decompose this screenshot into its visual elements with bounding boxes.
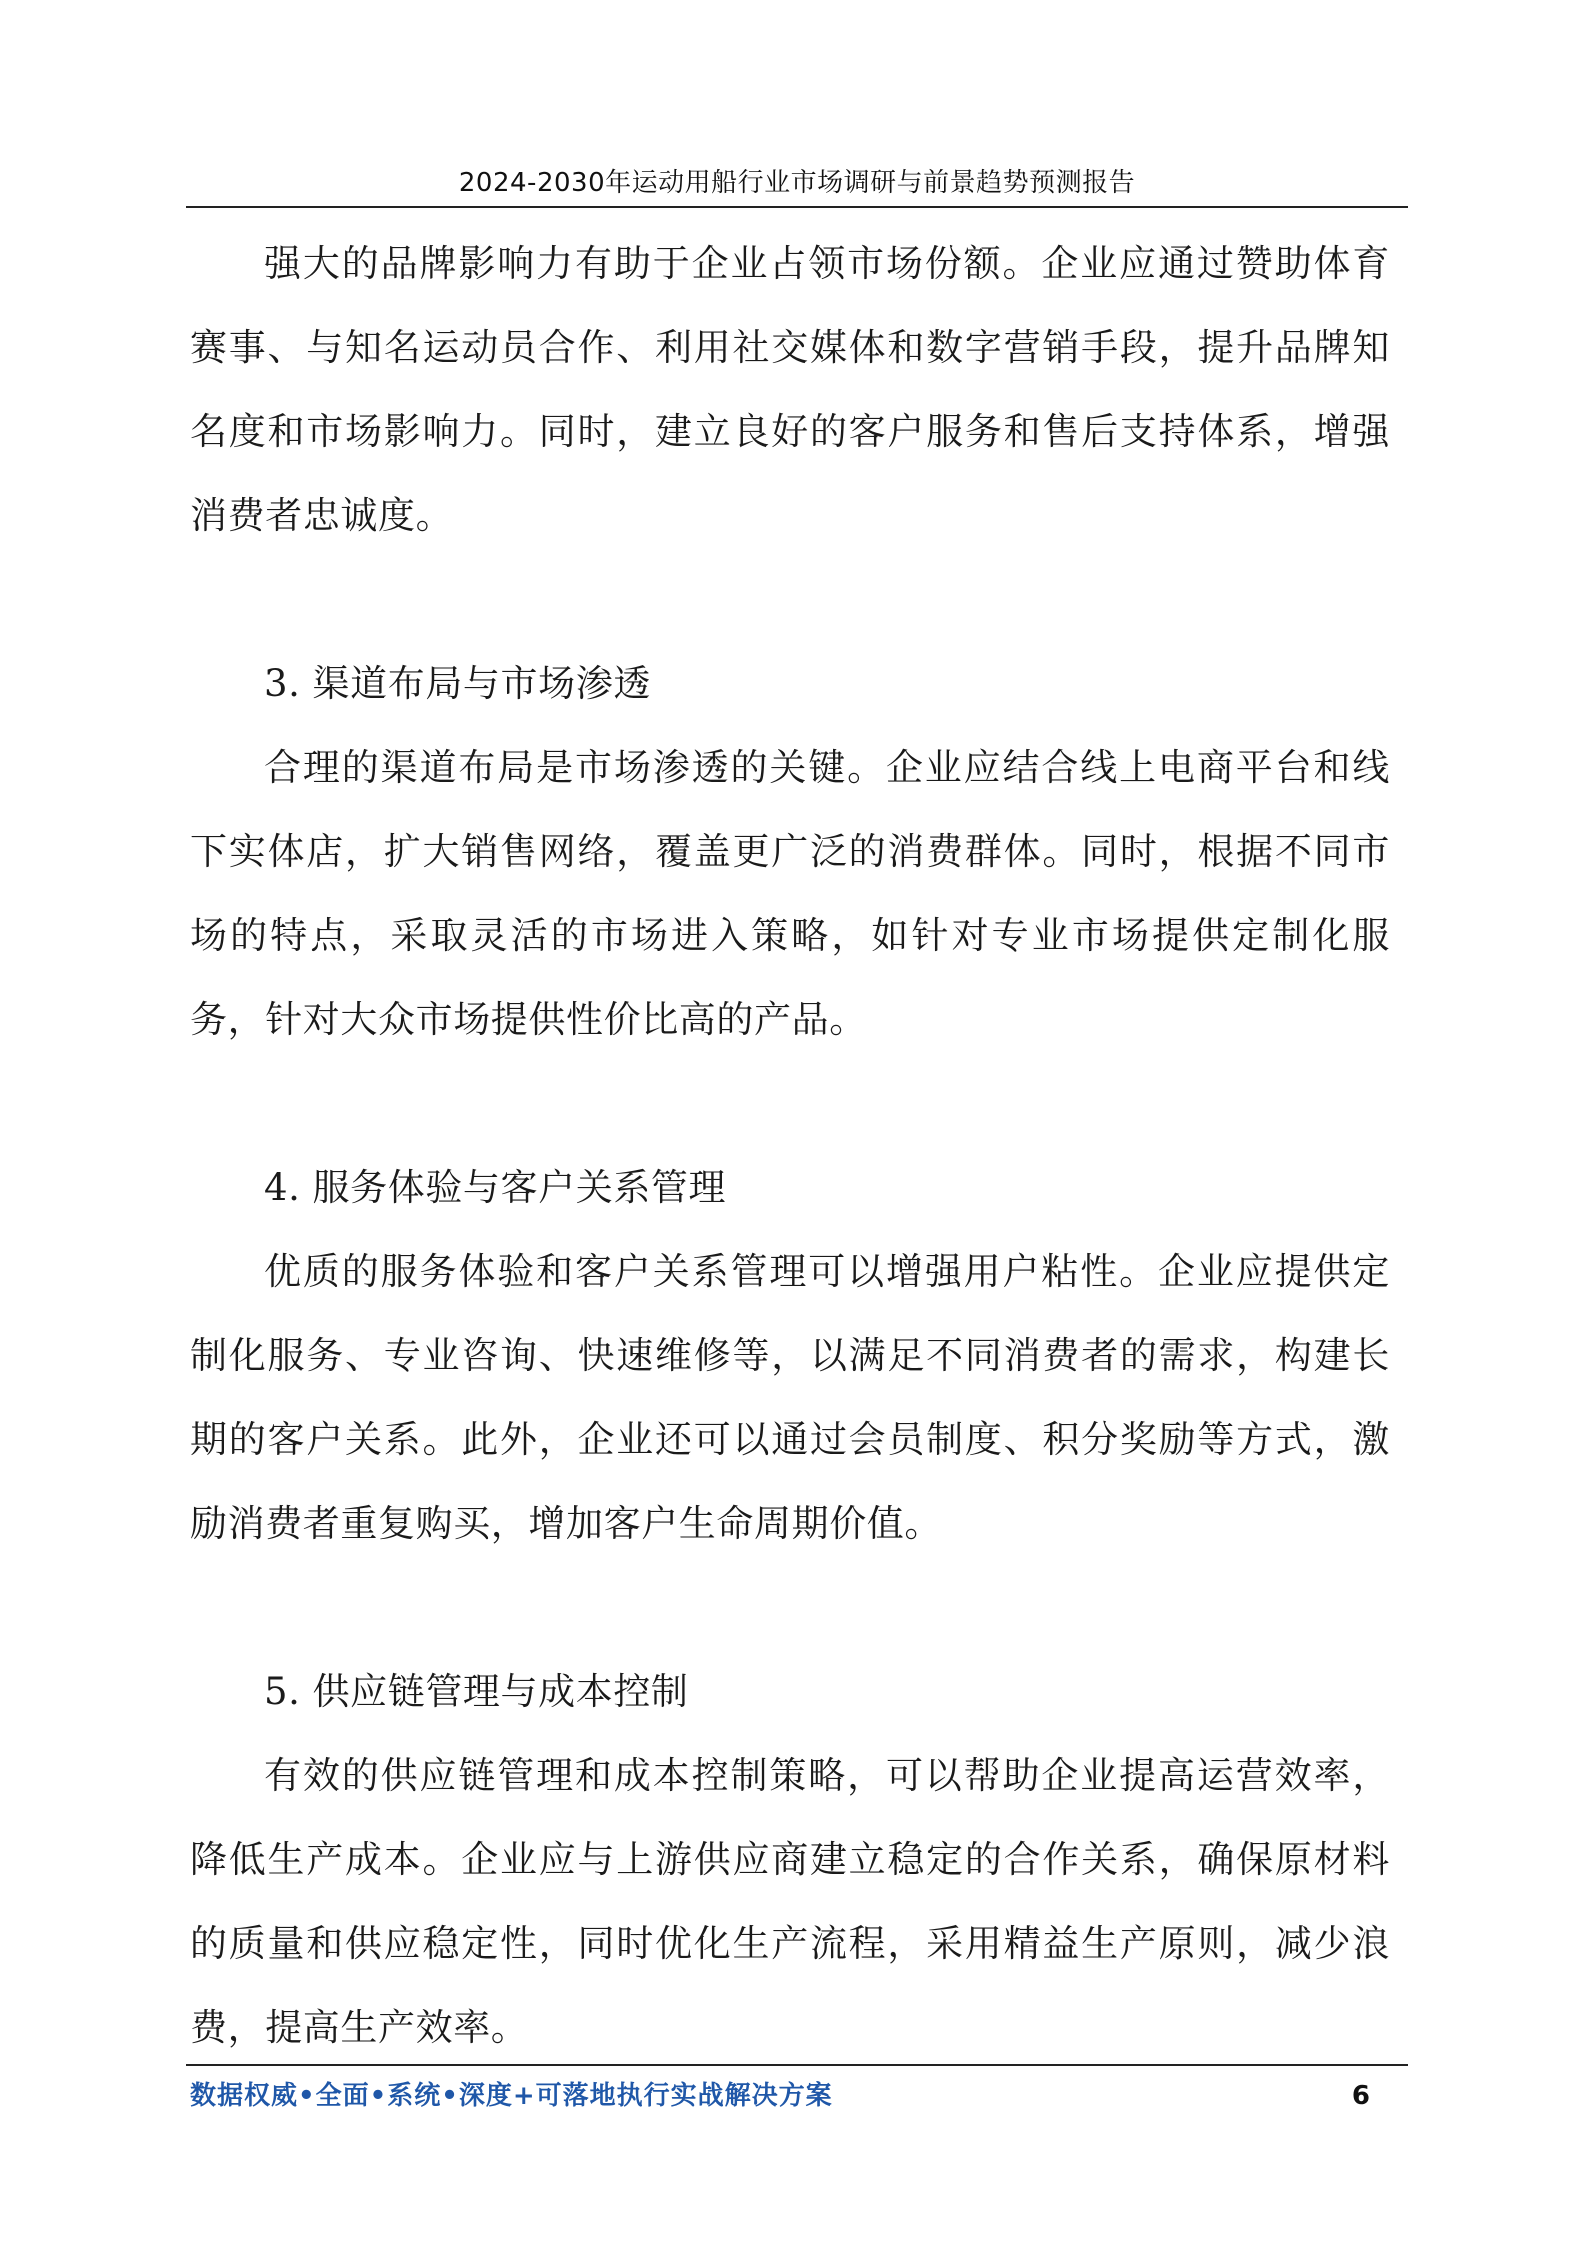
section-number: 3.	[264, 662, 301, 705]
page-number: 6	[1351, 2081, 1370, 2111]
section-heading-5	[190, 1650, 1390, 1734]
footer-slogan: 数据权威•全面•系统•深度+可落地执行实战解决方案	[190, 2081, 833, 2111]
report-title: 2024-2030年运动用船行业市场调研与前景趋势预测报告	[458, 168, 1136, 198]
section-paragraph: 优质的服务体验和客户关系管理可以增强用户粘性。企业应提供定制化服务、专业咨询、快速维修等，以满足不同消费者的需求，构建长期的客户关系。此外，企业还可以通过会员制度、积分奖励等方式，激励消费者重复购买，增加客户生命周期价值。	[190, 1250, 1390, 1545]
section-heading-4	[190, 1146, 1390, 1230]
section-title: 服务体验与客户关系管理	[312, 1166, 727, 1209]
section-title: 供应链管理与成本控制	[312, 1670, 689, 1713]
section-number: 4.	[264, 1166, 301, 1209]
intro-paragraph: 强大的品牌影响力有助于企业占领市场份额。企业应通过赞助体育赛事、与知名运动员合作、利用社交媒体和数字营销手段，提升品牌知名度和市场影响力。同时，建立良好的客户服务和售后支持体系，增强消费者忠诚度。	[190, 242, 1390, 537]
section-title: 渠道布局与市场渗透	[312, 662, 651, 705]
page-footer	[186, 2064, 1408, 2126]
section-paragraph: 有效的供应链管理和成本控制策略，可以帮助企业提高运营效率，降低生产成本。企业应与上游供应商建立稳定的合作关系，确保原材料的质量和供应稳定性，同时优化生产流程，采用精益生产原则，减少浪费，提高生产效率。	[190, 1754, 1390, 2049]
section-number: 5.	[264, 1670, 301, 1713]
page-header	[186, 160, 1408, 208]
section-heading-3	[190, 642, 1390, 726]
section-paragraph: 合理的渠道布局是市场渗透的关键。企业应结合线上电商平台和线下实体店，扩大销售网络，覆盖更广泛的消费群体。同时，根据不同市场的特点，采取灵活的市场进入策略，如针对专业市场提供定制化服务，针对大众市场提供性价比高的产品。	[190, 746, 1390, 1041]
page-body	[190, 222, 1390, 2070]
